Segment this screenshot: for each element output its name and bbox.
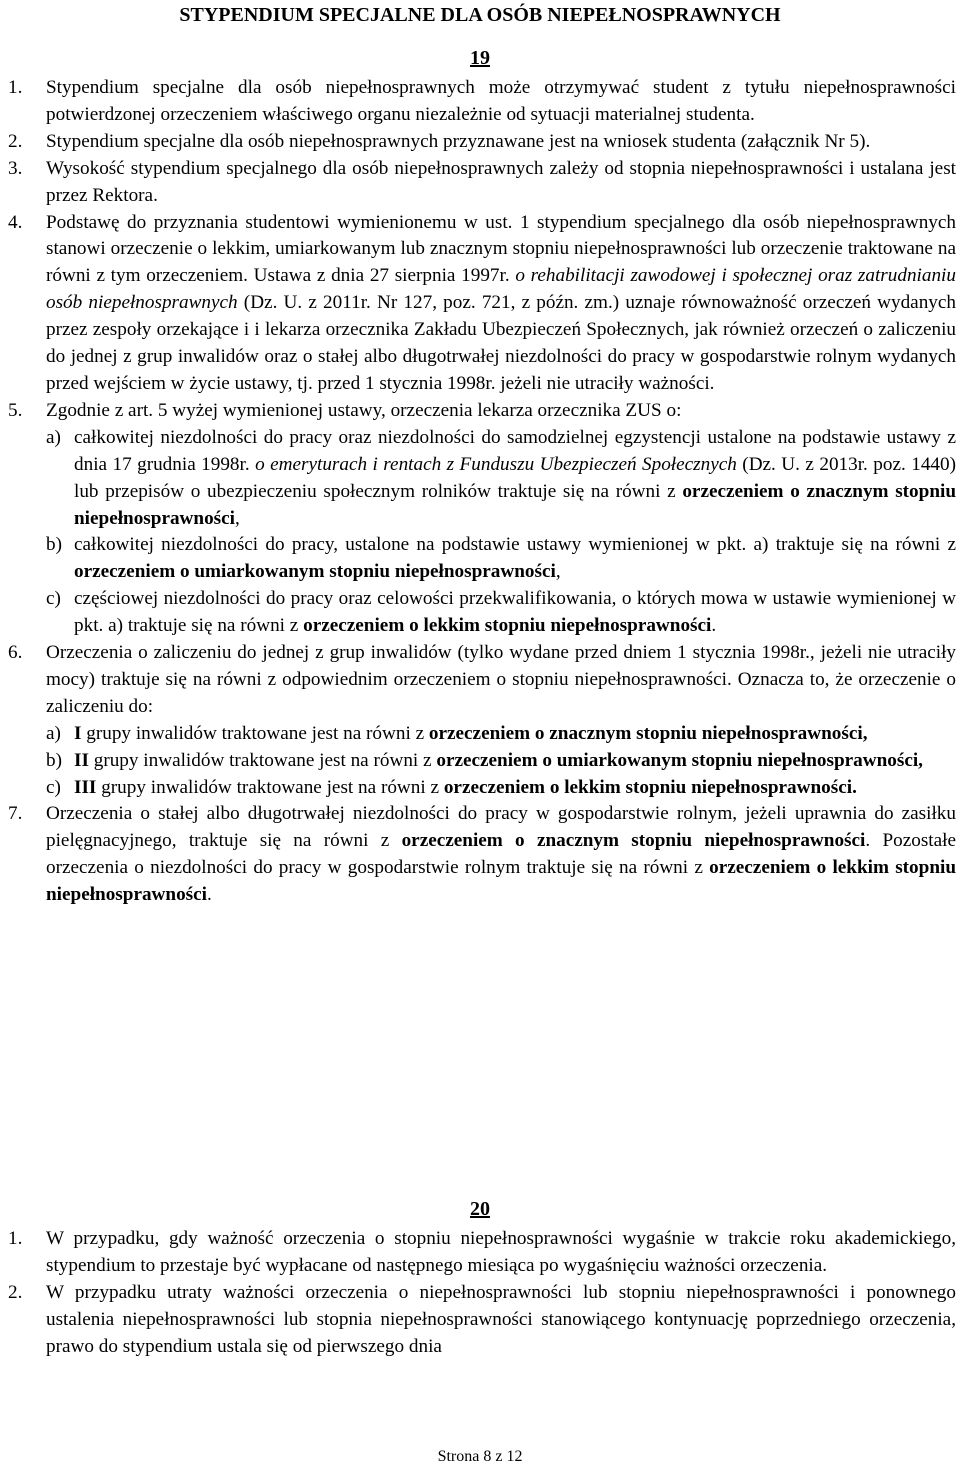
paragraph-number: 1. — [8, 1228, 23, 1249]
list-letter: a) — [46, 722, 61, 744]
list-letter: b) — [46, 749, 62, 771]
list-text: grupy inwalidów traktowane jest na równi z — [88, 749, 437, 771]
paragraph-number: 4. — [8, 211, 23, 233]
list-text: , — [555, 561, 561, 583]
paragraph-number: 5. — [8, 399, 23, 421]
paragraph-19-6 — [8, 640, 956, 721]
list-item-19-6-b — [8, 748, 956, 775]
list-text: grupy inwalidów traktowane jest na równi z — [96, 776, 444, 798]
paragraph-text: W przypadku, gdy ważność orzeczenia o stopniu niepełnosprawności wygaśnie w trakcie roku akademickiego, stypendium to przestaje być wypłacane od następnego miesiąca po wygaśnięciu ważności orzeczenia. — [46, 1228, 956, 1276]
list-item-19-6-c — [8, 775, 956, 802]
paragraph-text: (Dz. U. z 2011r. Nr 127, poz. 721, z późn. zm.) uznaje równoważność orzeczeń wydanych przez zespoły orzekające i i lekarza orzecznika Zakładu Ubezpieczeń Społecznych, jak również orzeczeń o zaliczeniu do jednej z grup inwalidów oraz o stałej albo długotrwałej niezdolności do pracy w gospodarstwie rolnym wydanych przed wejściem w życie ustawy, tj. przed 1 stycznia 1998r. jeżeli nie utraciły ważności. — [46, 292, 956, 394]
group-number: II — [74, 749, 89, 771]
list-item-19-5-b — [8, 532, 956, 586]
group-number: I — [74, 722, 82, 744]
paragraph-19-5 — [8, 398, 956, 425]
list-letter: c) — [46, 776, 61, 798]
paragraph-19-2 — [8, 129, 956, 156]
emphasis: orzeczeniem o umiarkowanym stopniu niepełnosprawności, — [436, 749, 923, 771]
list-text: całkowitej niezdolności do pracy, ustalone na podstawie ustawy wymienionej w pkt. a) traktuje się na równi z — [74, 534, 956, 556]
paragraph-20-1 — [8, 1226, 956, 1280]
list-letter: a) — [46, 426, 61, 448]
paragraph-text: . Pozostałe orzeczenia o niezdolności do pracy w gospodarstwie rolnym traktuje się na równi z — [46, 830, 956, 879]
list-text: , — [235, 507, 240, 529]
page-footer: Strona 8 z 12 — [437, 1448, 523, 1465]
list-letter: c) — [46, 588, 61, 610]
list-letter: b) — [46, 534, 62, 556]
paragraph-text: Zgodnie z art. 5 wyżej wymienionej ustawy, orzeczenia lekarza orzecznika ZUS o: — [46, 399, 682, 421]
list-text: . — [711, 615, 717, 637]
section-19-body — [8, 75, 956, 909]
act-title: o rehabilitacji zawodowej i społecznej oraz zatrudnianiu osób niepełnosprawnych — [46, 265, 956, 314]
paragraph-number: 6. — [8, 642, 23, 664]
paragraph-text: Orzeczenia o stałej albo długotrwałej niezdolności do pracy w gospodarstwie rolnym, jeżeli uprawnia do zasiłku pielęgnacyjnego, traktuje się na równi z — [46, 803, 956, 852]
paragraph-number: 1. — [8, 77, 23, 98]
paragraph-number: 7. — [8, 803, 23, 825]
paragraph-text: Stypendium specjalne dla osób niepełnosprawnych może otrzymywać student z tytułu niepełnosprawności potwierdzonej orzeczeniem właściwego organu niezależnie od sytuacji materialnej studenta. — [46, 77, 956, 125]
emphasis: orzeczeniem o znacznym stopniu niepełnosprawności, — [428, 722, 868, 744]
emphasis: orzeczeniem o znacznym stopniu niepełnosprawności — [74, 480, 956, 529]
emphasis: orzeczeniem o lekkim stopniu niepełnosprawności — [46, 857, 956, 906]
emphasis: orzeczeniem o umiarkowanym stopniu niepełnosprawności — [74, 561, 556, 583]
section-20-body — [8, 1226, 956, 1361]
emphasis: orzeczeniem o lekkim stopniu niepełnosprawności — [303, 615, 712, 637]
act-title: o emeryturach i rentach z Funduszu Ubezpieczeń Społecznych — [255, 453, 737, 475]
paragraph-20-2 — [8, 1280, 956, 1361]
list-text: całkowitej niezdolności do pracy oraz niezdolności do samodzielnej egzystencji ustalone na podstawie ustawy z dnia 17 grudnia 1998r. — [74, 426, 956, 475]
paragraph-number: 2. — [8, 130, 23, 152]
paragraph-text: W przypadku utraty ważności orzeczenia o niepełnosprawności lub stopniu niepełnosprawności i ponownego ustalenia niepełnosprawności lub stopnia niepełnosprawności stanowiącego kontynuację poprzedniego orzeczenia, prawo do stypendium ustala się od pierwszego dnia — [46, 1281, 956, 1357]
group-number: III — [74, 776, 97, 798]
list-item-19-5-c — [8, 586, 956, 640]
emphasis: orzeczeniem o lekkim stopniu niepełnosprawności. — [443, 776, 857, 798]
paragraph-text: Orzeczenia o zaliczeniu do jednej z grup inwalidów (tylko wydane przed dniem 1 stycznia 1998r., jeżeli nie utraciły mocy) traktuje się na równi z odpowiednim orzeczeniem o stopniu niepełnosprawności. Oznacza to, że orzeczenie o zaliczeniu do: — [46, 642, 956, 717]
paragraph-19-1 — [8, 75, 956, 129]
list-text: (Dz. U. z 2013r. poz. 1440) lub przepisów o ubezpieczeniu społecznym rolników traktuje się na równi z — [74, 453, 956, 502]
paragraph-text: Podstawę do przyznania studentowi wymienionemu w ust. 1 stypendium specjalnego dla osób niepełnosprawnych stanowi orzeczenie o lekkim, umiarkowanym lub znacznym stopniu niepełnosprawności lub orzeczenie traktowane na równi z tym orzeczeniem. Ustawa z dnia 27 sierpnia 1997r. — [46, 211, 956, 287]
paragraph-19-7 — [8, 801, 956, 909]
paragraph-text: Stypendium specjalne dla osób niepełnosprawnych przyznawane jest na wniosek studenta (załącznik Nr 5). — [46, 130, 871, 152]
document-title: STYPENDIUM SPECJALNE DLA OSÓB NIEPEŁNOSPRAWNYCH — [179, 4, 781, 26]
paragraph-number: 2. — [8, 1281, 23, 1303]
list-item-19-6-a — [8, 721, 956, 748]
paragraph-19-4 — [8, 210, 956, 398]
paragraph-19-3 — [8, 156, 956, 210]
list-item-19-5-a — [8, 425, 956, 533]
paragraph-text: . — [207, 884, 212, 906]
section-heading-20: 20 — [470, 1198, 490, 1220]
paragraph-number: 3. — [8, 157, 23, 179]
emphasis: orzeczeniem o znacznym stopniu niepełnosprawności — [401, 830, 866, 852]
section-heading-19: 19 — [470, 47, 490, 69]
paragraph-text: Wysokość stypendium specjalnego dla osób niepełnosprawnych zależy od stopnia niepełnosprawności i ustalana jest przez Rektora. — [46, 157, 956, 206]
list-text: grupy inwalidów traktowane jest na równi z — [81, 722, 429, 744]
list-text: częściowej niezdolności do pracy oraz celowości przekwalifikowania, o których mowa w ustawie wymienionej w pkt. a) traktuje się na równi z — [74, 588, 956, 637]
